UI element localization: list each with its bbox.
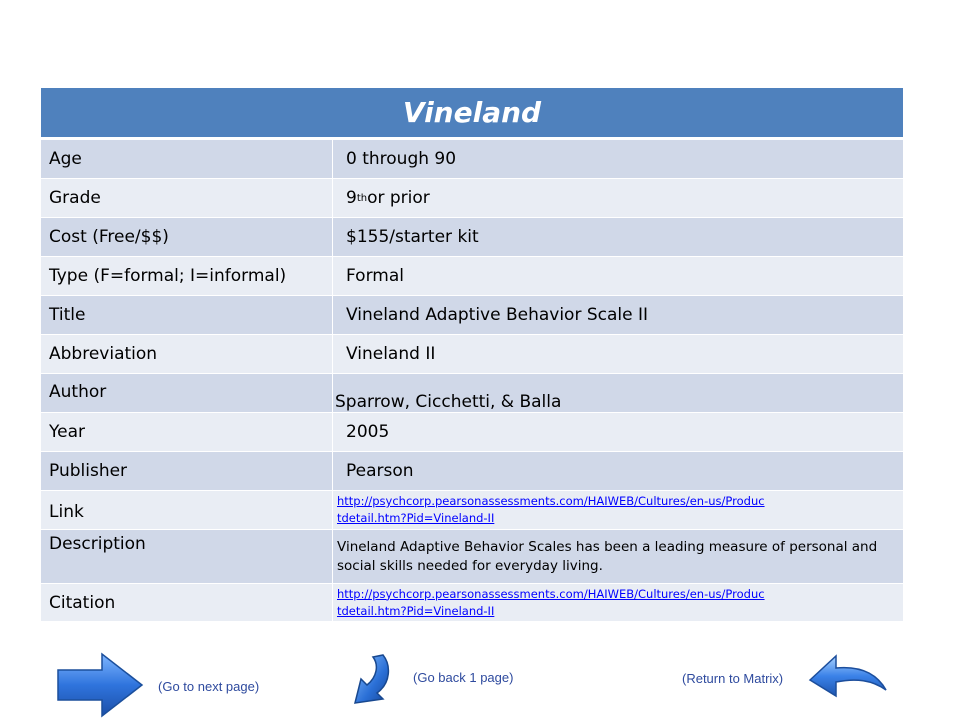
row-value: Pearson: [346, 461, 414, 481]
table-row-abbreviation: [41, 335, 903, 374]
row-label: Title: [41, 296, 333, 334]
row-label: Author: [41, 374, 333, 412]
row-label: Grade: [41, 179, 333, 217]
grade-number: 9: [346, 188, 357, 208]
next-page-arrow-icon[interactable]: [56, 652, 146, 718]
row-value: Formal: [346, 266, 404, 286]
row-value: Vineland Adaptive Behavior Scale II: [346, 305, 649, 325]
back-page-arrow-icon[interactable]: [347, 651, 395, 707]
row-label: Citation: [41, 584, 333, 621]
row-value: Vineland Adaptive Behavior Scales has been a leading measure of personal and social skills needed for everyday living.: [337, 538, 878, 574]
row-value: [333, 179, 903, 217]
row-label: Link: [41, 491, 333, 529]
back-page-link[interactable]: (Go back 1 page): [413, 670, 514, 685]
row-value: [333, 491, 903, 529]
next-page-link[interactable]: (Go to next page): [158, 679, 260, 694]
row-value: [333, 584, 903, 621]
table-row-grade: [41, 179, 903, 218]
table-row-type: [41, 257, 903, 296]
table-title: [41, 88, 903, 140]
return-matrix-arrow-icon[interactable]: [806, 650, 890, 704]
row-label: Abbreviation: [41, 335, 333, 373]
row-label: Cost (Free/$$): [41, 218, 333, 256]
product-link[interactable]: http://psychcorp.pearsonassessments.com/HAIWEB/Cultures/en-us/Productdetail.htm?Pid=Vineland-II: [337, 494, 765, 525]
table-row-cost: [41, 218, 903, 257]
table-row-publisher: [41, 452, 903, 491]
row-label: Age: [41, 140, 333, 178]
table-row-title: [41, 296, 903, 335]
citation-link[interactable]: http://psychcorp.pearsonassessments.com/HAIWEB/Cultures/en-us/Productdetail.htm?Pid=Vineland-II: [337, 586, 765, 618]
table-row-author: [41, 374, 903, 413]
row-value: 2005: [346, 422, 390, 442]
row-value: 0 through 90: [346, 149, 457, 169]
table-row-year: [41, 413, 903, 452]
row-label: Publisher: [41, 452, 333, 490]
info-table: [41, 140, 903, 622]
row-value: Sparrow, Cicchetti, & Balla: [335, 392, 562, 412]
row-label: Type (F=formal; I=informal): [41, 257, 333, 295]
table-row-link: [41, 491, 903, 530]
table-row-age: [41, 140, 903, 179]
table-row-citation: [41, 584, 903, 622]
grade-suffix: th: [356, 192, 368, 204]
row-label: Description: [41, 530, 333, 583]
row-value: $155/starter kit: [346, 227, 479, 247]
row-value: Vineland II: [346, 344, 436, 364]
table-row-description: [41, 530, 903, 584]
grade-rest: or prior: [367, 188, 430, 208]
row-label: Year: [41, 413, 333, 451]
return-matrix-link[interactable]: (Return to Matrix): [682, 671, 784, 686]
table-title-text: Vineland: [402, 96, 542, 129]
